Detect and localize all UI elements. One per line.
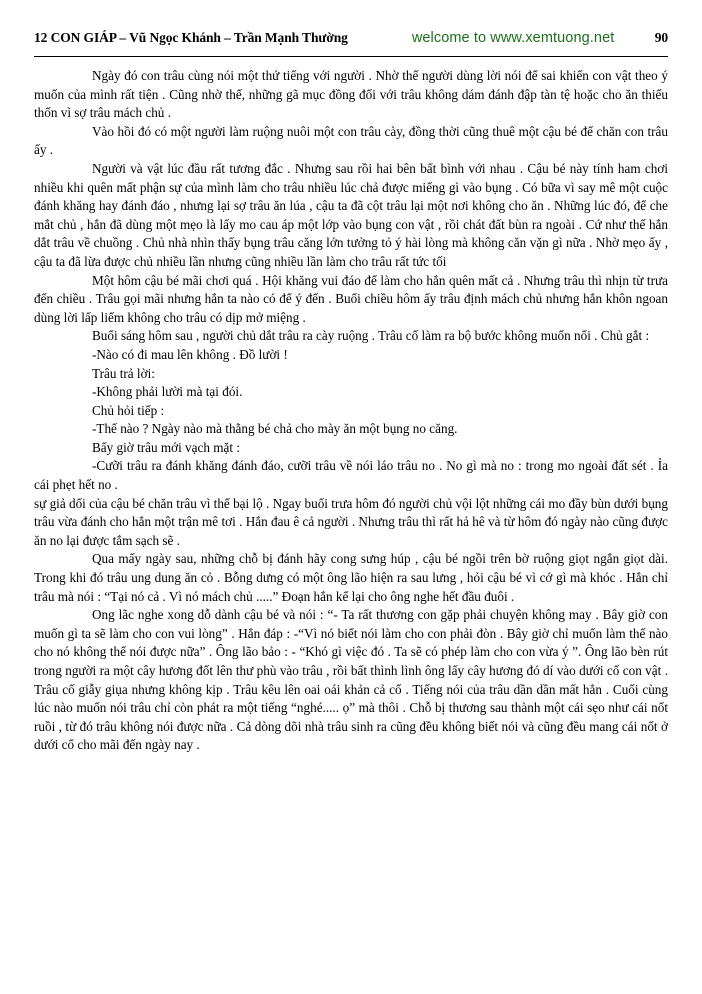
- dialog-line: -Thế nào ? Ngày nào mà thằng bé chả cho mày ăn một bụng no căng.: [92, 421, 458, 437]
- dialog-line: Chủ hỏi tiếp :: [92, 402, 165, 418]
- paragraph: Ngày đó con trâu cùng nói một thứ tiếng với người . Nhờ thế người dùng lời nói để sai khiến con vật theo ý muốn của mình rất tiện . Cũng nhờ thế, những gã mục đồng đối với trâu không dám đánh đập tàn tệ hoặc cho ăn thiếu thốn vì sợ trâu mách chủ .: [34, 68, 668, 121]
- dialog-line: -Nào có đi mau lên không . Đồ lười !: [92, 346, 288, 362]
- paragraph: Buổi sáng hôm sau , người chủ dắt trâu ra cày ruộng . Trâu cố làm ra bộ bước không muốn nổi . Chủ gắt :: [92, 328, 650, 344]
- dialog-line: Bấy giờ trâu mới vạch mặt :: [92, 439, 240, 455]
- paragraph: Vào hồi đó có một người làm ruộng nuôi một con trâu cày, đồng thời cũng thuê một cậu bé để chăn con trâu ấy .: [34, 123, 668, 158]
- dialog-line: -Không phải lười mà tại đói.: [92, 384, 243, 400]
- paragraph: Qua mấy ngày sau, những chỗ bị đánh hãy cong sưng húp , cậu bé ngồi trên bờ ruộng giọt ngắn giọt dài. Trong khi đó trâu ung dung ăn cỏ . Bỗng dưng có một ông lão hiện ra sau lưng , hỏi cậu bé vì cớ gì mà khóc . Hắn chỉ trâu mà nói : “Tại nó cả . Vì nó mách chủ .....” Đoạn hắn kể lại cho ông nghe hết đầu đuôi .: [34, 551, 668, 604]
- dialog-line: Trâu trả lời:: [92, 365, 155, 381]
- page-number: 90: [654, 30, 668, 45]
- dialog-line: -Cưỡi trâu ra đánh khăng đánh đáo, cưỡi trâu về nói láo trâu no . No gì mà no : trong mo ngoài đất sét . Ỉa cái phẹt hết no .: [34, 458, 668, 493]
- page-header: [34, 30, 668, 52]
- header-title: 12 CON GIÁP – Vũ Ngọc Khánh – Trần Mạnh Thường: [34, 30, 348, 45]
- paragraph: Ong lãc nghe xong dỗ dành cậu bé và nói : “- Ta rất thương con gặp phải chuyện không may . Bây giờ con muốn gì ta sẽ làm cho con vui lòng” . Hắn đáp : -“Vì nó biết nói làm cho con phải đòn . Bây giờ chỉ muốn làm thế nào cho nó không thể nói được nữa” . Ông lão bảo : - “Khó gì việc đó . Ta sẽ có phép làm cho con vừa ý ”. Ông lão bèn rút trong người ra một cây hương đốt lên thư phù vào trâu , rồi bất thình lình ông lấy cây hương đó dí vào dưới cổ con vật . Trâu cố giẫy giụa nhưng không kịp . Trâu kêu lên oai oái khản cả cổ . Tiếng nói của trâu dần dần mất hẳn . Cuối cùng lúc nào muốn nói trâu chỉ còn phát ra một tiếng “nghé..... ọ” mà thôi . Chỗ bị thương sau thành một cái sẹo như cái nốt ruồi , từ đó trâu không nói được nữa . Cả dòng dõi nhà trâu sinh ra cũng đều không biết nói và cũng đều mang cái nốt ở dưới cổ cho mãi đến ngày nay .: [34, 607, 668, 753]
- paragraph: sự giả dối của cậu bé chăn trâu vì thế bại lộ . Ngay buổi trưa hôm đó người chủ vội lột những cái mo đầy bùn dưới bụng trâu vừa đánh cho hắn một trận mê tơi . Hắn đau ê cả người . Nhưng trâu thì rất hả hê và từ hôm đó ngày nào cũng được ăn no lại được tắm sạch sẽ .: [34, 495, 668, 548]
- paragraph: Một hôm cậu bé mãi chơi quá . Hội khăng vui đáo để làm cho hắn quên mất cả . Nhưng trâu thì nhịn từ trưa đến chiều . Trâu gọi mãi nhưng hắn ta nào có để ý đến . Buổi chiều hôm ấy trâu định mách chủ nhưng hắn khôn ngoan dùng lời lấp liếm không cho trâu có dịp mở miệng .: [34, 272, 668, 325]
- header-divider: [34, 56, 668, 57]
- header-watermark: welcome to www.xemtuong.net: [411, 30, 615, 46]
- paragraph: Người và vật lúc đầu rất tương đắc . Nhưng sau rồi hai bên bất bình với nhau . Cậu bé này tính ham chơi nhiều khi quên mất phận sự của mình làm cho trâu nhiều lúc chả được miếng gì vào bụng . Có bữa vì say mê một cuộc đánh khăng hay đánh đáo , nhưng lại sợ trâu ăn lúa , cậu ta đã cột trâu lại một nơi không cho ăn . Những lúc đó, để che mắt chủ , hắn đã dùng một mẹo là lấy mo cau áp một lớp vào bụng con vật , rồi chát đất bùn ra ngoài . Cứ như thế hắn dắt trâu về chuồng . Chủ nhà nhìn thấy bụng trâu căng lớn tưởng tỏ ý hài lòng mà không căn vặn gì nữa . Nhờ mẹo ấy , cậu ta đã lừa được chủ nhiều lần nhưng cũng nhiều lần làm cho trâu rất tức tối: [34, 160, 668, 269]
- document-body: [34, 67, 668, 755]
